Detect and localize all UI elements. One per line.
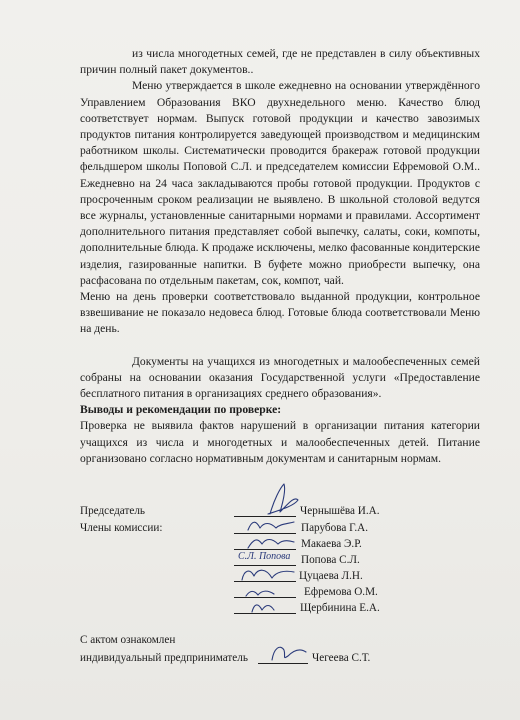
handwritten-signature-5	[236, 566, 298, 586]
paragraph-3: Меню на день проверки соответствовало выданной продукции, контрольное взвешивание не показало недовеса блюд. Готовые блюда соответствовали Меню на день.	[80, 290, 480, 336]
signer-name-1: Чернышёва И.А.	[300, 505, 380, 517]
signer-name-2: Парубова Г.А.	[301, 522, 368, 534]
handwritten-signature-3	[240, 534, 300, 552]
conclusions-heading: Выводы и рекомендации по проверке:	[80, 403, 282, 417]
document-body	[80, 46, 480, 467]
signer-name-6: Ефремова О.М.	[304, 586, 378, 598]
paragraph-1: из числа многодетных семей, где не представлен в силу объективных причин полный пакет документов..	[80, 47, 480, 77]
chair-label: Председатель	[80, 505, 146, 517]
entrepreneur-name: Чегеева С.Т.	[312, 652, 371, 664]
paragraph-2: Меню утверждается в школе ежедневно на основании утверждённого Управлением Образования ВКО двухнедельного меню. Качество блюд соответствует нормам. Выпуск готовой продукции и качество завозимых продуктов питания контролируется заведующей производством и медицинским работником школы. Систематически проводится бракераж готовой продукции фельдшером школы Поповой С.Л. и председателем комиссии Ефремовой О.М.. Ежедневно на 24 часа закладываются пробы готовой продукции. Продуктов с просроченным сроком реализации не выявлено. В школьной столовой ведутся все журналы, установленные санитарными нормами и правилами. Ассортимент дополнительного питания представляет собой выпечку, салаты, соки, компоты, дополнительные блюда. К продаже исключены, мелко фасованные кондитерские изделия, газированные напитки. В буфете можно приобрести выпечку, она расфасована по отдельным пакетам, сок, компот, чай.	[80, 79, 480, 287]
signer-name-4: Попова С.Л.	[301, 554, 360, 566]
handwritten-signature-1	[250, 480, 310, 520]
handwritten-signature-6	[240, 586, 280, 600]
signer-name-3: Макаева Э.Р.	[301, 538, 362, 550]
handwritten-signature-2	[242, 516, 302, 536]
entrepreneur-label: индивидуальный предприниматель	[80, 652, 248, 664]
paragraph-4: Документы на учащихся из многодетных и малообеспеченных семей собраны на основании оказания Государственной услуги «Предоставление бесплатного питания в организациях среднего образования».	[80, 354, 480, 401]
paragraph-5: Проверка не выявила фактов нарушений в организации питания категории учащихся из числа и многодетных и малообеспеченных детей. Питание организовано согласно нормативным документам и санитарным нормам.	[80, 419, 480, 465]
members-label: Члены комиссии:	[80, 522, 163, 534]
acquainted-label: С актом ознакомлен	[80, 634, 176, 646]
handwritten-signature-4: С.Л. Попова	[238, 551, 291, 562]
signer-name-5: Цуцаева Л.Н.	[299, 570, 363, 582]
handwritten-signature-7	[244, 600, 284, 616]
entrepreneur-signature	[266, 640, 312, 666]
signer-name-7: Щербинина Е.А.	[300, 602, 380, 614]
